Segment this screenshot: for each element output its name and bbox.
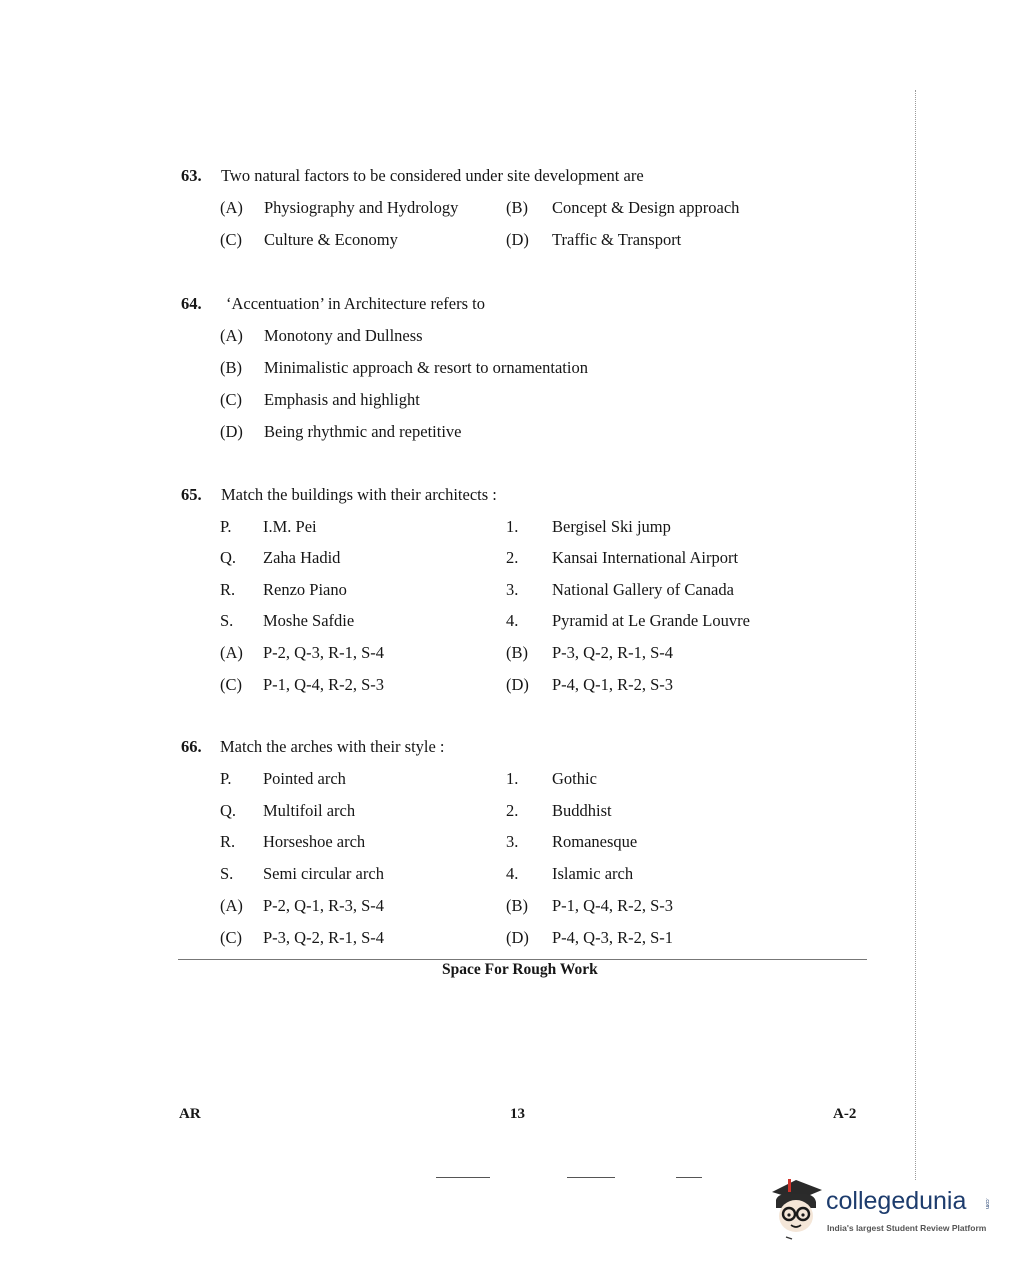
- match-key: R.: [220, 580, 236, 599]
- match-key: 3.: [506, 580, 519, 599]
- question-number: 63.: [181, 166, 202, 185]
- option-text: Monotony and Dullness: [264, 326, 423, 345]
- option-text: Minimalistic approach & resort to ornamentation: [264, 358, 588, 377]
- question-text: Two natural factors to be considered under site development are: [221, 166, 644, 185]
- option-letter: (C): [220, 928, 242, 947]
- match-key: 2.: [506, 801, 519, 820]
- option-letter: (D): [506, 928, 529, 947]
- option-text: Concept & Design approach: [552, 198, 740, 217]
- rough-work-label: Space For Rough Work: [442, 961, 598, 978]
- option-letter: (D): [220, 422, 243, 441]
- match-key: 2.: [506, 548, 519, 567]
- option-letter: (A): [220, 198, 243, 217]
- match-item: Moshe Safdie: [263, 611, 355, 630]
- watermark-suffix: .com: [984, 1198, 990, 1209]
- option-letter: (C): [220, 675, 242, 694]
- rough-work-divider: [178, 959, 867, 960]
- match-key: R.: [220, 832, 236, 851]
- match-key: 4.: [506, 864, 519, 883]
- option-letter: (C): [220, 390, 242, 409]
- match-key: P.: [220, 517, 232, 536]
- option-letter: (D): [506, 675, 529, 694]
- question-text: Match the buildings with their architects :: [221, 485, 497, 504]
- question-number: 64.: [181, 294, 202, 313]
- question-text: Match the arches with their style :: [220, 737, 445, 756]
- option-letter: (C): [220, 230, 242, 249]
- match-item: Bergisel Ski jump: [552, 517, 671, 536]
- question-number: 66.: [181, 737, 202, 756]
- scan-dash: [436, 1177, 490, 1178]
- match-item: Gothic: [552, 769, 597, 788]
- match-item: Zaha Hadid: [263, 548, 341, 567]
- option-text: Physiography and Hydrology: [264, 198, 459, 217]
- option-text: P-4, Q-1, R-2, S-3: [552, 675, 674, 694]
- option-text: P-3, Q-2, R-1, S-4: [552, 643, 674, 662]
- match-key: 4.: [506, 611, 519, 630]
- match-key: S.: [220, 611, 234, 630]
- match-item: Kansai International Airport: [552, 548, 739, 567]
- option-text: P-1, Q-4, R-2, S-3: [552, 896, 674, 915]
- match-key: S.: [220, 864, 234, 883]
- match-item: Pointed arch: [263, 769, 346, 788]
- footer-subject-code: AR: [179, 1106, 201, 1122]
- option-text: P-1, Q-4, R-2, S-3: [263, 675, 385, 694]
- page-number: 13: [510, 1106, 525, 1122]
- option-text: P-2, Q-3, R-1, S-4: [263, 643, 385, 662]
- option-letter: (B): [506, 198, 528, 217]
- match-key: 1.: [506, 517, 519, 536]
- match-item: Buddhist: [552, 801, 612, 820]
- match-key: 3.: [506, 832, 519, 851]
- match-item: Multifoil arch: [263, 801, 356, 820]
- footer-booklet-code: A-2: [833, 1106, 857, 1122]
- option-letter: (A): [220, 896, 243, 915]
- option-text: P-4, Q-3, R-2, S-1: [552, 928, 674, 947]
- question-number: 65.: [181, 485, 202, 504]
- match-item: National Gallery of Canada: [552, 580, 734, 599]
- scan-dash: [567, 1177, 615, 1178]
- scan-edge-line: [915, 90, 916, 1180]
- option-letter: (B): [506, 643, 528, 662]
- option-text: P-2, Q-1, R-3, S-4: [263, 896, 385, 915]
- match-item: Pyramid at Le Grande Louvre: [552, 611, 750, 630]
- option-letter: (A): [220, 643, 243, 662]
- match-item: Islamic arch: [552, 864, 634, 883]
- match-key: P.: [220, 769, 232, 788]
- option-letter: (B): [506, 896, 528, 915]
- option-letter: (D): [506, 230, 529, 249]
- option-text: P-3, Q-2, R-1, S-4: [263, 928, 385, 947]
- option-text: Being rhythmic and repetitive: [264, 422, 462, 441]
- option-letter: (B): [220, 358, 242, 377]
- match-item: Romanesque: [552, 832, 638, 851]
- match-item: I.M. Pei: [263, 517, 317, 536]
- match-key: Q.: [220, 548, 237, 567]
- match-item: Horseshoe arch: [263, 832, 366, 851]
- graduate-mascot-icon: [766, 1174, 824, 1240]
- match-key: Q.: [220, 801, 237, 820]
- match-key: 1.: [506, 769, 519, 788]
- match-item: Renzo Piano: [263, 580, 347, 599]
- option-text: Culture & Economy: [264, 230, 398, 249]
- watermark-tagline: India's largest Student Review Platform: [827, 1223, 987, 1233]
- option-text: Traffic & Transport: [552, 230, 682, 249]
- option-text: Emphasis and highlight: [264, 390, 420, 409]
- option-letter: (A): [220, 326, 243, 345]
- question-text: ‘Accentuation’ in Architecture refers to: [226, 294, 485, 313]
- watermark-name: collegedunia: [826, 1187, 967, 1215]
- scan-dash: [676, 1177, 702, 1178]
- match-item: Semi circular arch: [263, 864, 384, 883]
